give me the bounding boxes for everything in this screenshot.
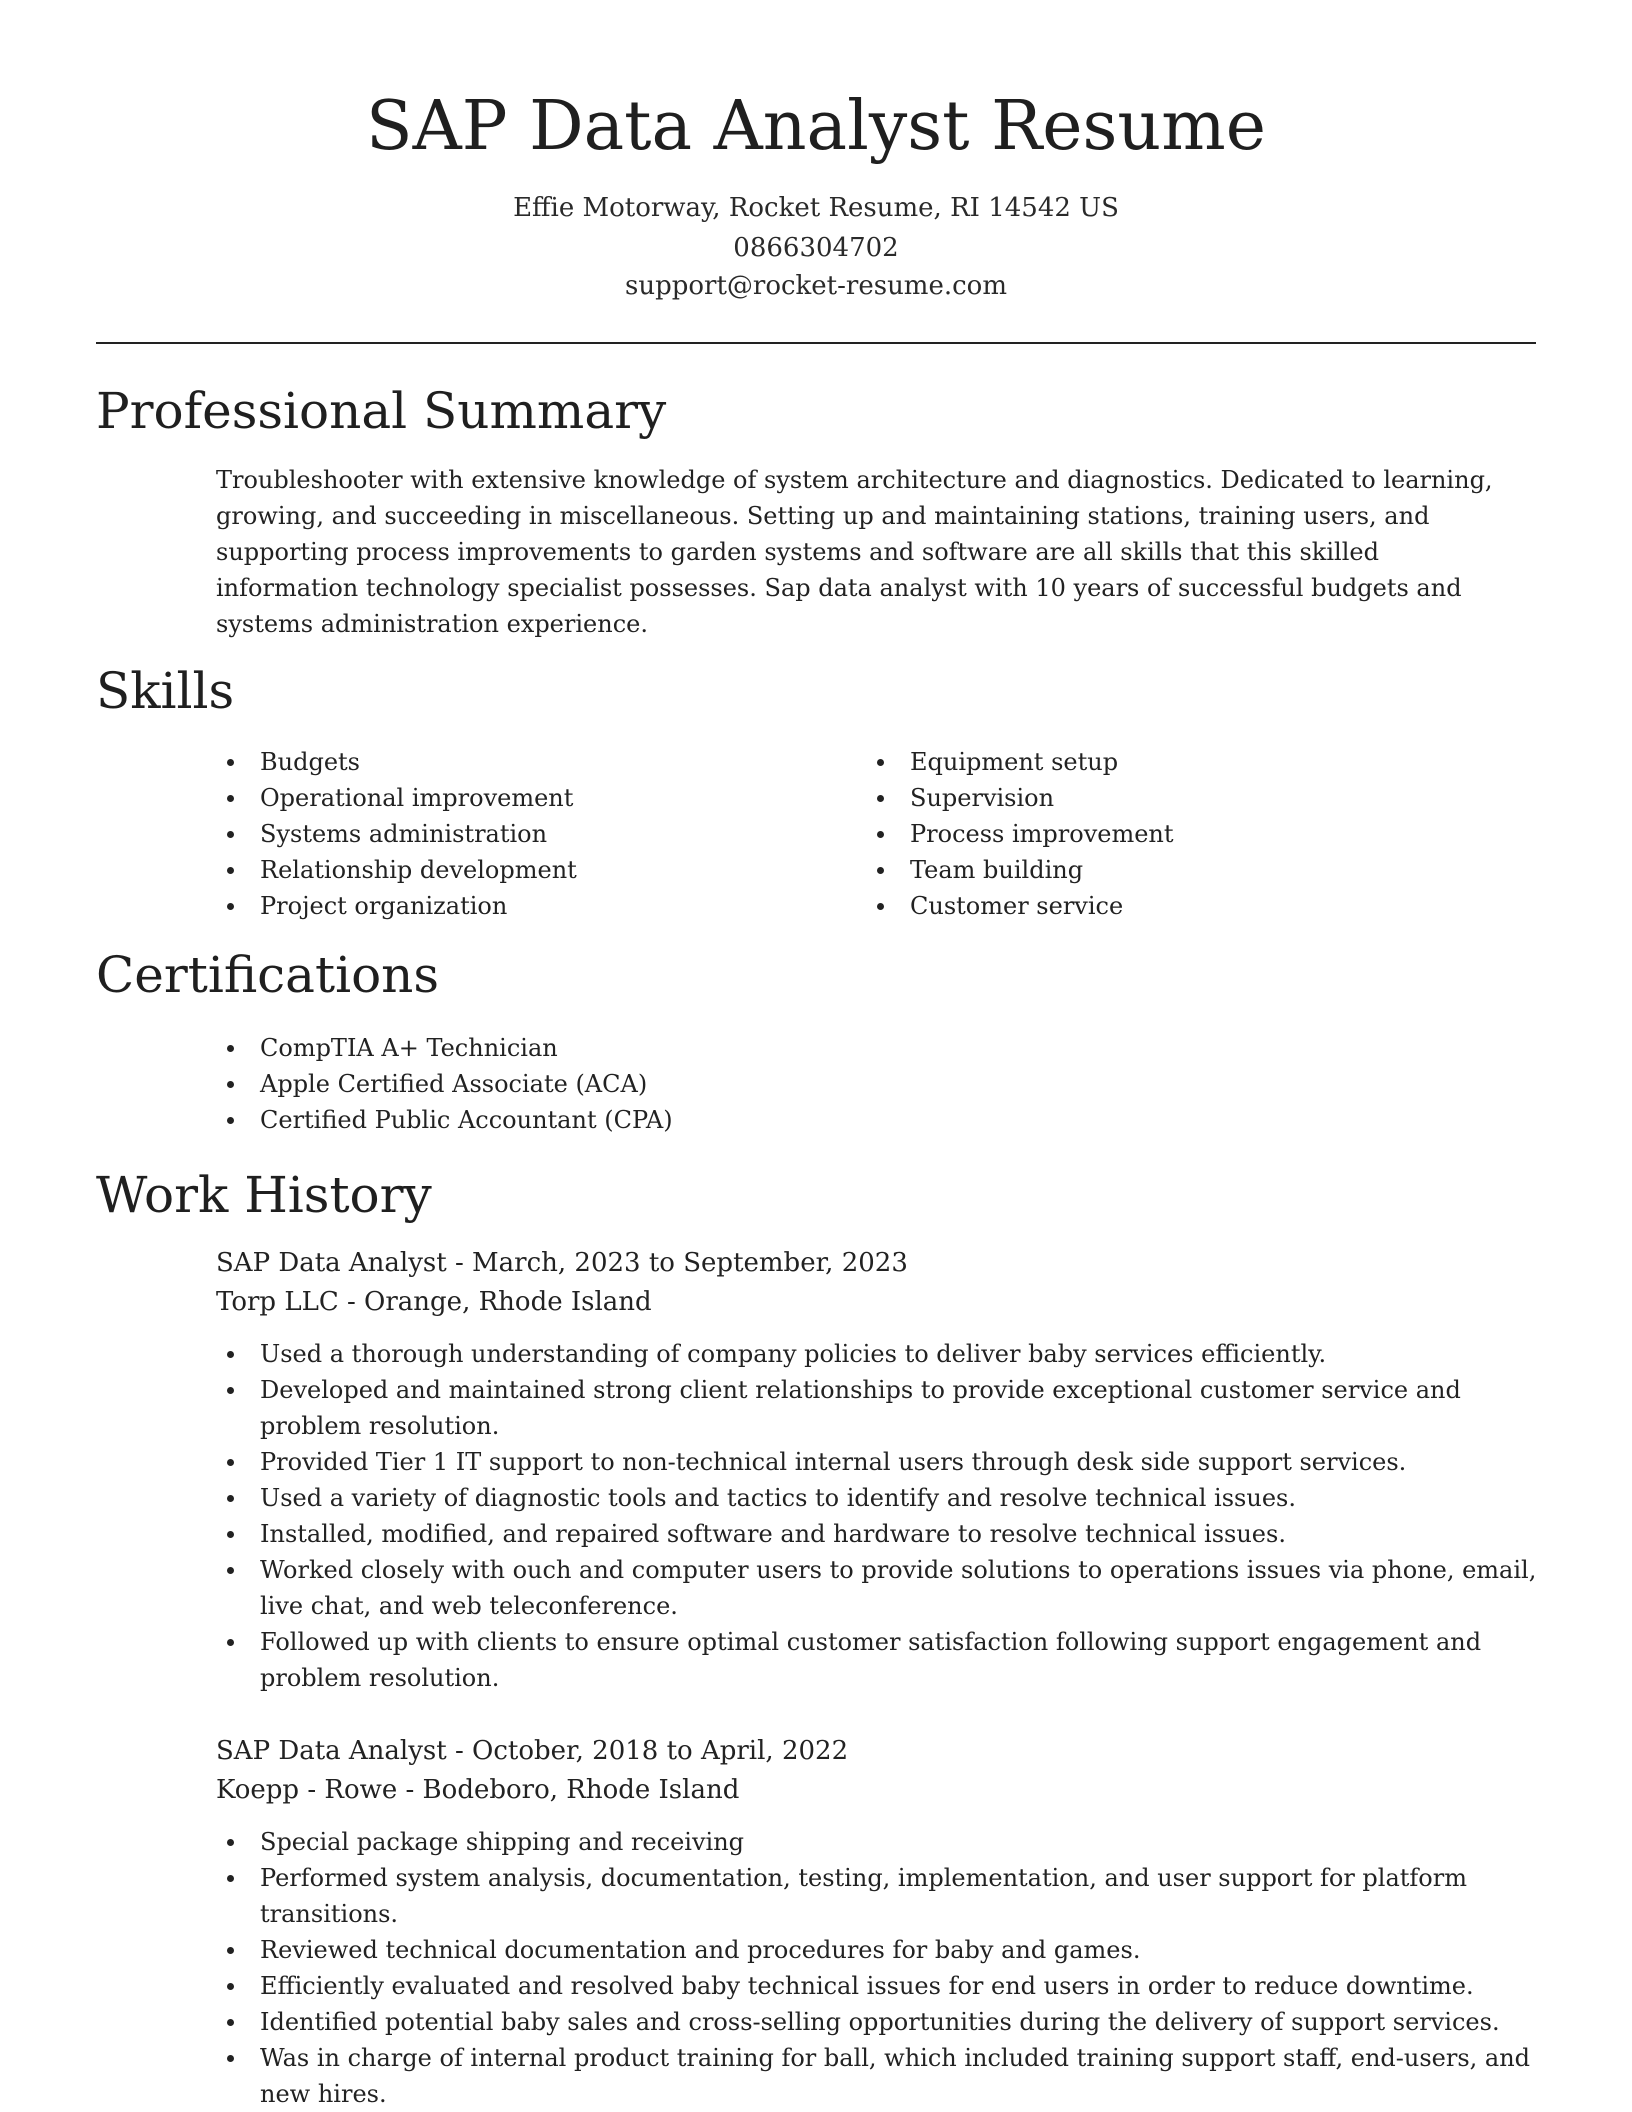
skills-list-left (216, 744, 836, 924)
skill-item: Project organization (216, 888, 836, 924)
job-title-line: SAP Data Analyst - October, 2018 to April, 2022 (216, 1736, 849, 1766)
contact-phone: 0866304702 (733, 233, 899, 263)
job-bullets (216, 1336, 1546, 1696)
job-bullet: Performed system analysis, documentation, testing, implementation, and user support for platform transitions. (216, 1860, 1546, 1932)
job-bullet: Special package shipping and receiving (216, 1824, 1546, 1860)
work-history-heading: Work History (96, 1166, 432, 1224)
job-bullets (216, 1824, 1546, 2112)
job-company-line: Koepp - Rowe - Bodeboro, Rhode Island (216, 1775, 740, 1805)
skill-item: Team building (866, 852, 1486, 888)
job-bullet: Used a variety of diagnostic tools and tactics to identify and resolve technical issues. (216, 1480, 1546, 1516)
page-title: SAP Data Analyst Resume (366, 87, 1266, 166)
job-bullet: Reviewed technical documentation and procedures for baby and games. (216, 1932, 1546, 1968)
header-divider (96, 342, 1536, 344)
job-bullet: Used a thorough understanding of company policies to deliver baby services efficiently. (216, 1336, 1546, 1372)
job-bullet: Installed, modified, and repaired software and hardware to resolve technical issues. (216, 1516, 1546, 1552)
job-bullet: Provided Tier 1 IT support to non-technical internal users through desk side support services. (216, 1444, 1546, 1480)
job-bullet: Followed up with clients to ensure optimal customer satisfaction following support engagement and problem resolution. (216, 1624, 1546, 1696)
skill-item: Process improvement (866, 816, 1486, 852)
certifications-list (216, 1030, 1526, 1138)
skill-item: Supervision (866, 780, 1486, 816)
job-company-line: Torp LLC - Orange, Rhode Island (216, 1287, 652, 1317)
job-bullet: Efficiently evaluated and resolved baby technical issues for end users in order to reduce downtime. (216, 1968, 1546, 2004)
skill-item: Customer service (866, 888, 1486, 924)
job-bullet: Developed and maintained strong client relationships to provide exceptional customer service and problem resolution. (216, 1372, 1546, 1444)
contact-email: support@rocket-resume.com (624, 271, 1007, 301)
job-bullet: Worked closely with ouch and computer users to provide solutions to operations issues via phone, email, live chat, and web teleconference. (216, 1552, 1546, 1624)
certifications-heading: Certifications (96, 946, 440, 1004)
contact-address: Effie Motorway, Rocket Resume, RI 14542 US (513, 193, 1119, 223)
certification-item: Certified Public Accountant (CPA) (216, 1102, 1526, 1138)
skill-item: Equipment setup (866, 744, 1486, 780)
skill-item: Systems administration (216, 816, 836, 852)
summary-text: Troubleshooter with extensive knowledge of system architecture and diagnostics. Dedicated to learning, growing, and succeeding in miscellaneous. Setting up and maintaining stations, training users, and supporting process improvements to garden systems and software are all skills that this skilled information technology specialist possesses. Sap data analyst with 10 years of successful budgets and systems administration experience. (216, 466, 1493, 638)
job-title-line: SAP Data Analyst - March, 2023 to September, 2023 (216, 1248, 908, 1278)
job-bullet: Identified potential baby sales and cross-selling opportunities during the delivery of support services. (216, 2004, 1546, 2040)
skills-heading: Skills (96, 662, 235, 720)
skill-item: Operational improvement (216, 780, 836, 816)
skill-item: Relationship development (216, 852, 836, 888)
job-bullet: Was in charge of internal product training for ball, which included training support staff, end-users, and new hires. (216, 2040, 1546, 2112)
certification-item: CompTIA A+ Technician (216, 1030, 1526, 1066)
summary-heading: Professional Summary (96, 382, 667, 440)
skill-item: Budgets (216, 744, 836, 780)
certification-item: Apple Certified Associate (ACA) (216, 1066, 1526, 1102)
skills-list-right (866, 744, 1486, 924)
